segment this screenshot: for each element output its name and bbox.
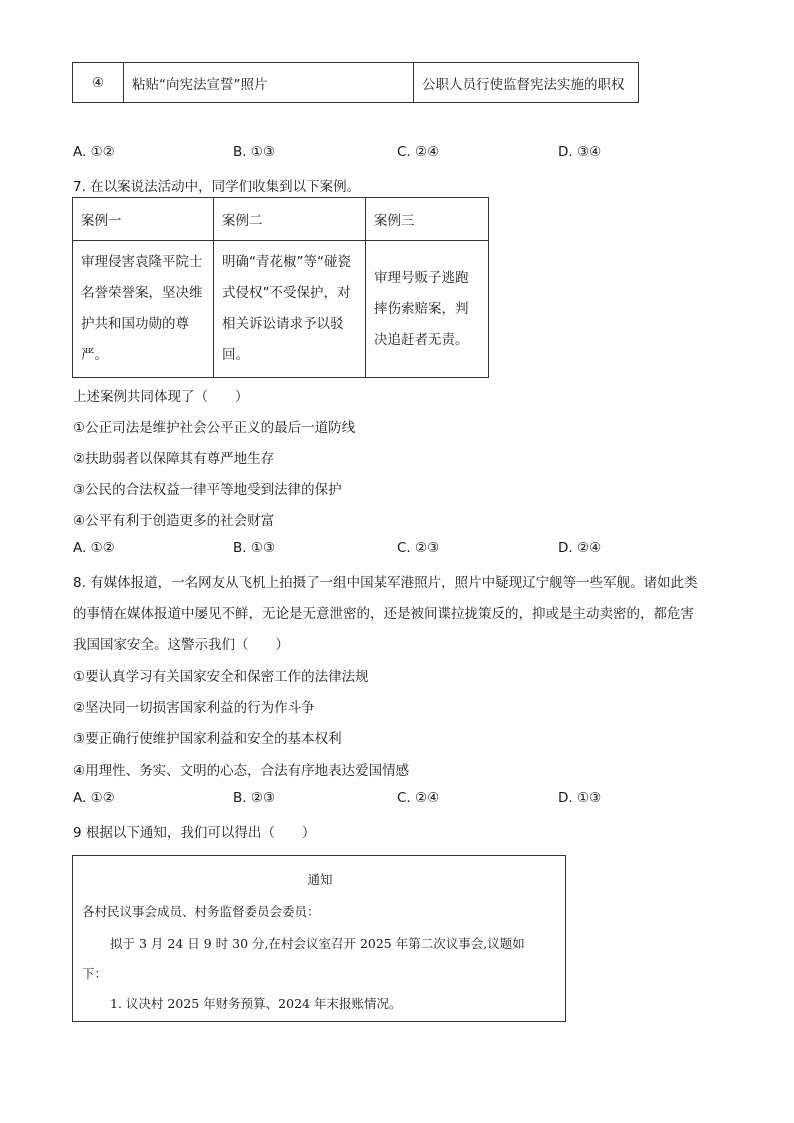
case-cell-1: 审理侵害袁隆平院士名誉荣誉案，坚决维护共和国功勋的尊严。: [73, 241, 214, 378]
statement-1: ①要认真学习有关国家安全和保密工作的法律法规: [73, 669, 369, 685]
statement-1: ①公正司法是维护社会公平正义的最后一道防线: [73, 420, 356, 436]
question8-stem-line1: 8. 有媒体报道，一名网友从飞机上拍摄了一组中国某军港照片，照片中疑现辽宁舰等一些军舰。诸如此类: [73, 575, 698, 591]
case-header-3: 案例三: [366, 198, 489, 241]
notice-addressee: 各村民议事会成员、村务监督委员会委员：: [82, 904, 320, 919]
case-cell-2: 明确“青花椒”等“碰瓷式侵权”不受保护，对相关诉讼请求予以驳回。: [214, 241, 366, 378]
option-a[interactable]: A. ①②: [73, 144, 115, 160]
option-a[interactable]: A. ①②: [73, 790, 115, 806]
option-b[interactable]: B. ①③: [233, 144, 276, 160]
question6-options: [73, 144, 633, 164]
option-c[interactable]: C. ②④: [397, 790, 440, 806]
notice-title: 通知: [307, 872, 333, 887]
statement-4: ④用理性、务实、文明的心态，合法有序地表达爱国情感: [73, 763, 410, 779]
option-d[interactable]: D. ①③: [558, 790, 602, 806]
option-a[interactable]: A. ①②: [73, 540, 115, 556]
case-header-1: 案例一: [73, 198, 214, 241]
option-c[interactable]: C. ②③: [397, 540, 440, 556]
table-row: [73, 241, 489, 378]
question7-options: [73, 540, 633, 560]
question6-table: [72, 62, 639, 103]
statement-4: ④公平有利于创造更多的社会财富: [73, 513, 275, 529]
question8-stem-line2: 的事情在媒体报道中屡见不鲜，无论是无意泄密的，还是被间谍拉拢策反的，抑或是主动卖密的，都危害: [73, 606, 694, 622]
option-b[interactable]: B. ①③: [233, 540, 276, 556]
option-c[interactable]: C. ②④: [397, 144, 440, 160]
statement-2: ②扶助弱者以保障其有尊严地生存: [73, 451, 275, 467]
case-cell-3: 审理号贩子逃跑摔伤索赔案，判决追赶者无责。: [366, 241, 489, 378]
question8-options: [73, 790, 633, 810]
statement-3: ③要正确行使维护国家利益和安全的基本权利: [73, 731, 342, 747]
table-header-row: [73, 198, 489, 241]
table-row: [73, 63, 639, 103]
row-number: ④: [73, 63, 124, 103]
statement-3: ③公民的合法权益一律平等地受到法律的保护: [73, 482, 342, 498]
question8-stem-line3: 我国国家安全。这警示我们（ ）: [73, 637, 289, 653]
question7-question: 上述案例共同体现了（ ）: [73, 389, 249, 405]
notice-item-1: 1. 议决村 2025 年财务预算、2024 年末报账情况。: [110, 996, 402, 1011]
notice-box: [72, 855, 566, 1022]
statement-2: ②坚决同一切损害国家利益的行为作斗争: [73, 700, 315, 716]
notice-body-line2: 下：: [82, 966, 108, 981]
option-d[interactable]: D. ③④: [558, 144, 602, 160]
option-d[interactable]: D. ②④: [558, 540, 602, 556]
option-b[interactable]: B. ②③: [233, 790, 276, 806]
case-header-2: 案例二: [214, 198, 366, 241]
question9-stem: 9 根据以下通知，我们可以得出（ ）: [73, 825, 316, 841]
question7-case-table: [72, 197, 489, 378]
meaning-cell: 公职人员行使监督宪法实施的职权: [414, 63, 639, 103]
notice-body-line1: 拟于 3 月 24 日 9 时 30 分,在村会议室召开 2025 年第二次议事会,议题如: [110, 936, 525, 951]
question7-stem: 7. 在以案说法活动中，同学们收集到以下案例。: [73, 179, 361, 195]
activity-cell: 粘贴“向宪法宣誓”照片: [124, 63, 414, 103]
